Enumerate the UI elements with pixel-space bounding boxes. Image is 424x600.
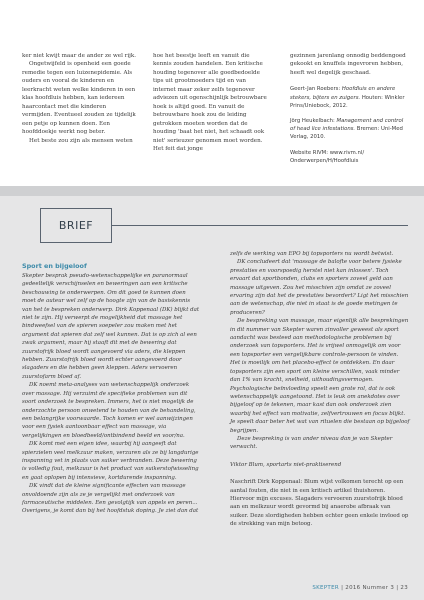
letter-heading: Sport en bijgeloof — [22, 262, 87, 270]
text-column-2 — [153, 52, 269, 153]
paragraph: gezinnen jarenlang onnodig beddengoed gekookt en knuffels ingevroren hebben, heeft wel degelijk geschaad. — [290, 53, 406, 76]
brief-label-box — [40, 208, 112, 243]
paragraph: hoe het beestje leeft en vanuit die kennis zouden handelen. Een kritische houding tegenover alle goedbedoelde tips uit grootmoeders tijd en van internet maar zeker zelfs tegenover adviezen uit ogenschijnlijk betrouwbare hoek is altijd goed. En vanuit de betrouwbare hoek zou de leiding getrokken moeten worden dat de houding 'baat het niet, het schaadt ook niet' serieuzer genomen moet worden. Het feit dat jonge — [153, 53, 267, 152]
paragraph: Ongetwijfeld is openheid een goede remedie tegen een luizenepidemie. Als ouders en vooral de kinderen en leerkracht weten welke kinderen in een klas hoofdluis hebben, kan iedereen haarcontact met die kinderen vermijden. Eventueel zouden ze tijdelijk een petje op kunnen doen. Een hoofddoekje werkt nog beter. — [22, 61, 136, 136]
reference-item — [290, 149, 408, 165]
reference-details: Website RIVM: www.rivm.nl/ Onderwerpen/H/Hoofdluis — [290, 149, 365, 164]
letter-column-2 — [230, 250, 410, 529]
reference-authors: Geert-Jan Roebers: — [290, 86, 341, 93]
text-column-3 — [290, 52, 408, 172]
magazine-name: SKEPTER — [312, 585, 339, 591]
letter-section — [0, 186, 424, 600]
paragraph: DK komt met een eigen idee, waarbij hij aangeeft dat spierzielen veel melkzuur maken, verzuren als ze bij langdurige inspanning vet in plaats van suiker verbranden. Deze bewering is volledig fout, melkzuur is het product van suikerstofwisseling en gaat oplopen bij intensieve, kortdurende inspanning. — [22, 441, 199, 481]
text-column-1 — [22, 52, 138, 145]
issue-number: 2016 Nummer 3 — [345, 585, 395, 591]
paragraph: DK concludeert dat 'massage de balofte voor betere fysieke prestaties en voorspoedig herstel niet kan inlossen'. Toch ervaart dat sportbonden, clubs en sporters zoveel geld aan massage uitgeven. Zou het misschien zijn omdat ze zoveel ervaring zijn dat het de prestaties bevordert? Ligt het misschien aan de wetenschap, die niet in staat is de goede metingen te produceren? — [230, 259, 409, 316]
page-number: 23 — [400, 585, 408, 591]
reference-item — [290, 117, 408, 142]
reference-item — [290, 85, 408, 110]
brief-label: BRIEF — [58, 219, 94, 232]
letter-signature: Viktor Blum, sportarts niet-praktiserend — [230, 461, 342, 468]
reference-title: Hoofdluis en andere stekers, bijters en zuigers. — [290, 86, 396, 101]
paragraph: Het beste zou zijn als mensen weten — [29, 137, 133, 144]
reference-title: Management and control of head lice infestations. — [290, 117, 404, 133]
page-footer — [312, 585, 408, 591]
paragraph: Skepter besprak pseudo-wetenschappelijke en paranormaal gedeeltelijk verschijnselen en beweringen aan een kritische beschouwing te onderwerpen. Om dit goed te kunnen doen moet de auteur wel zelf op de hoogte zijn van de basiskennis van het te bespreken onderwerp. Dirk Koppenaal (DK) blijkt dat niet te zijn. Hij verwerpt de mogelijkheid dat massage het bindweefsel van de spieren soepeler zou maken met het argument dat spieren dat zelf wel kunnen. Dat is op zich al een zwak argument, maar hij staaft dit met de bewering dat zuurstofrijk bloed wordt aangevoerd via aders, die kleppen hebben. Zuurstofrijk bloed wordt echter aangevoerd door slagaders en die hebben geen kleppen. Aders vervoeren zuurstofarm bloed af. — [22, 273, 200, 380]
reference-authors: Jörg Heukelbach: — [290, 117, 335, 124]
paragraph: De bespreking van massage, maar eigenlijk alle besprekingen in dit nummer van Skepter waren zinvoller geweest als sport aandacht was besteed aan methodologische problemen bij onderzoek van topsporters. Het is vrijwel onmogelijk om voor een topsporter een vergelijkbare controle-persoon te vinden. Het is moeilijk om het placebo-effect te ontdekken. En daar topsporters zijn een sport om kleine verschillen, vaak minder dan 1% van kracht, snelheid, uithoudingsvermogen. Psychologische beïnvloeding speelt een grote rol, dat is ook wetenschappelijk aangetoond. Het is leuk om anekdotes over bijgeloof op te tekenen, maar kast dan ook onderzoek zien waarbij het effect van motivatie, zelfvertrouwen en focus blijkt. Je speelt daar beter het wat van rituelen die bestaan op bijgeloof begrijpen. — [230, 318, 410, 434]
footer-separator: | — [341, 585, 346, 591]
divider-line — [111, 225, 408, 226]
paragraph: DK vindt dat de kleine significante effecten van massage onvoldoende zijn als ze je vergelijkt met onderzoek van farmaceutische middelen. Een gevolgtijk van appels en peren... Overigens, je komt dan bij het hoofdstuk doping. Je ziet dan dat — [22, 483, 199, 515]
editor-reply: Naschrift Dirk Koppenaal: Blum wijst volkomen terecht op een aantal fouten, die niet in een kritisch artikel thuishoren. Hiervoor mijn excuses. Slagaders vervoeren zuurstofrijk bloed aan en melkzuur wordt gevormd bij anaerobe afbraak van suiker. Deze slordigheden hebben echter geen enkele invloed op de strekking van mijn betoog. — [230, 479, 409, 528]
footer-separator: | — [396, 585, 401, 591]
reference-details: Bremen: Uni-Med Verlag, 2010. — [290, 126, 403, 141]
previous-article-section — [0, 0, 424, 186]
paragraph: Deze bespreking is van ander niveau dan je van Skepter verwacht. — [230, 435, 393, 451]
paragraph: DK noemt meta-analyses van wetenschappelijk onderzoek over massage. Hij verzuimt de specifieke problemen van dit soort onderzoek te bespreken. Immers, het is niet mogelijk de onderzochte persoon onwetend te houden van de behandeling, een belangrijke voorwaarde. Toch komen er wel aanwijzingen voor een fysiek aantoonbaar effect van massage, via vergelijkingen en bloedbeeld/ontbindend beeld en voor/na. — [22, 382, 196, 439]
reference-details: Houten: Winkler Prins/Uniebock, 2012. — [290, 94, 405, 109]
letter-column-1 — [22, 262, 200, 516]
paragraph: ker niet kwijt maar de ander ze wel rijk. — [22, 53, 137, 59]
paragraph: zelfs de werking van EPO bij topsporters nu wordt betwist. — [230, 251, 394, 257]
section-divider-band — [0, 186, 424, 196]
